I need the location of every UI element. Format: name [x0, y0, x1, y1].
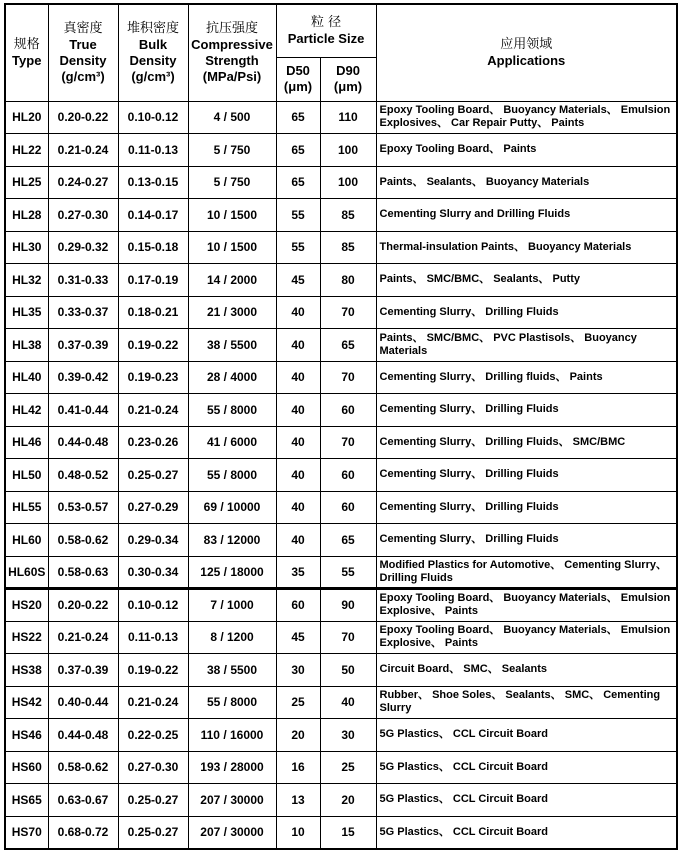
header-true-density-en2: Density	[59, 52, 107, 68]
applications-cell: 5G Plastics、 CCL Circuit Board	[376, 784, 677, 817]
header-bulk-density-zh: 堆积密度	[126, 20, 179, 36]
strength-cell: 5 / 750	[188, 166, 276, 199]
header-applications-en: Applications	[487, 52, 566, 68]
header-bulk-density-unit: (g/cm³)	[131, 68, 175, 84]
true-density-cell: 0.40-0.44	[48, 686, 118, 719]
d90-cell: 65	[320, 524, 376, 557]
true-density-cell: 0.63-0.67	[48, 784, 118, 817]
type-cell: HS38	[5, 654, 48, 687]
true-density-cell: 0.39-0.42	[48, 361, 118, 394]
d90-cell: 60	[320, 459, 376, 492]
d50-cell: 40	[276, 329, 320, 362]
header-d50-unit: (μm)	[283, 79, 313, 94]
applications-cell: Cementing Slurry、 Drilling Fluids	[376, 394, 677, 427]
type-cell: HL38	[5, 329, 48, 362]
applications-cell: Cementing Slurry、 Drilling Fluids	[376, 491, 677, 524]
strength-cell: 69 / 10000	[188, 491, 276, 524]
applications-cell: Paints、 SMC/BMC、 PVC Plastisols、 Buoyancy Materials	[376, 329, 677, 362]
header-strength-zh: 抗压强度	[205, 20, 258, 36]
header-true-density-en1: True	[69, 36, 97, 52]
d50-cell: 45	[276, 264, 320, 297]
applications-cell: Cementing Slurry、 Drilling Fluids、 SMC/BMC	[376, 426, 677, 459]
bulk-density-cell: 0.23-0.26	[118, 426, 188, 459]
type-cell: HL55	[5, 491, 48, 524]
table-row	[5, 491, 677, 524]
header-strength-unit: (MPa/Psi)	[202, 68, 262, 84]
applications-cell: Modified Plastics for Automotive、 Cementing Slurry、 Drilling Fluids	[376, 556, 677, 589]
bulk-density-cell: 0.14-0.17	[118, 199, 188, 232]
d90-cell: 70	[320, 296, 376, 329]
type-cell: HL42	[5, 394, 48, 427]
table-row	[5, 296, 677, 329]
applications-cell: 5G Plastics、 CCL Circuit Board	[376, 816, 677, 849]
strength-cell: 125 / 18000	[188, 556, 276, 589]
d90-cell: 50	[320, 654, 376, 687]
true-density-cell: 0.44-0.48	[48, 719, 118, 752]
bulk-density-cell: 0.21-0.24	[118, 394, 188, 427]
table-row	[5, 654, 677, 687]
d50-cell: 40	[276, 491, 320, 524]
d90-cell: 25	[320, 751, 376, 784]
bulk-density-cell: 0.11-0.13	[118, 621, 188, 654]
d90-cell: 20	[320, 784, 376, 817]
applications-cell: Paints、 SMC/BMC、 Sealants、 Putty	[376, 264, 677, 297]
d90-cell: 110	[320, 101, 376, 134]
d50-cell: 20	[276, 719, 320, 752]
table-row	[5, 166, 677, 199]
d50-cell: 35	[276, 556, 320, 589]
applications-cell: Cementing Slurry、 Drilling Fluids	[376, 296, 677, 329]
header-applications-zh: 应用领域	[500, 36, 553, 52]
type-cell: HL46	[5, 426, 48, 459]
applications-cell: 5G Plastics、 CCL Circuit Board	[376, 751, 677, 784]
bulk-density-cell: 0.30-0.34	[118, 556, 188, 589]
d90-cell: 70	[320, 621, 376, 654]
bulk-density-cell: 0.27-0.29	[118, 491, 188, 524]
bulk-density-cell: 0.13-0.15	[118, 166, 188, 199]
header-true-density-zh: 真密度	[63, 20, 103, 36]
applications-cell: Cementing Slurry and Drilling Fluids	[376, 199, 677, 232]
true-density-cell: 0.21-0.24	[48, 621, 118, 654]
table-row	[5, 556, 677, 589]
header-type-zh: 规格	[13, 36, 40, 52]
header-true-density-unit: (g/cm³)	[61, 68, 105, 84]
d50-cell: 40	[276, 394, 320, 427]
bulk-density-cell: 0.18-0.21	[118, 296, 188, 329]
applications-cell: Cementing Slurry、 Drilling fluids、 Paints	[376, 361, 677, 394]
applications-cell: Rubber、 Shoe Soles、 Sealants、 SMC、 Cementing Slurry	[376, 686, 677, 719]
header-applications	[376, 4, 677, 101]
table-row	[5, 621, 677, 654]
type-cell: HL25	[5, 166, 48, 199]
type-cell: HL40	[5, 361, 48, 394]
true-density-cell: 0.21-0.24	[48, 134, 118, 167]
d50-cell: 40	[276, 524, 320, 557]
bulk-density-cell: 0.25-0.27	[118, 816, 188, 849]
d90-cell: 70	[320, 426, 376, 459]
strength-cell: 83 / 12000	[188, 524, 276, 557]
true-density-cell: 0.27-0.30	[48, 199, 118, 232]
applications-cell: Cementing Slurry、 Drilling Fluids	[376, 459, 677, 492]
table-row	[5, 231, 677, 264]
strength-cell: 4 / 500	[188, 101, 276, 134]
strength-cell: 14 / 2000	[188, 264, 276, 297]
header-strength-en2: Strength	[205, 52, 259, 68]
strength-cell: 38 / 5500	[188, 654, 276, 687]
type-cell: HL32	[5, 264, 48, 297]
true-density-cell: 0.58-0.62	[48, 751, 118, 784]
header-type-en: Type	[12, 52, 42, 68]
type-cell: HL50	[5, 459, 48, 492]
d90-cell: 55	[320, 556, 376, 589]
header-strength-en1: Compressive	[191, 36, 273, 52]
bulk-density-cell: 0.17-0.19	[118, 264, 188, 297]
bulk-density-cell: 0.22-0.25	[118, 719, 188, 752]
true-density-cell: 0.68-0.72	[48, 816, 118, 849]
strength-cell: 10 / 1500	[188, 231, 276, 264]
type-cell: HL35	[5, 296, 48, 329]
d50-cell: 55	[276, 199, 320, 232]
type-cell: HS70	[5, 816, 48, 849]
d50-cell: 55	[276, 231, 320, 264]
applications-cell: Circuit Board、 SMC、 Sealants	[376, 654, 677, 687]
type-cell: HS65	[5, 784, 48, 817]
type-cell: HL60	[5, 524, 48, 557]
d50-cell: 30	[276, 654, 320, 687]
d50-cell: 25	[276, 686, 320, 719]
table-row	[5, 589, 677, 622]
strength-cell: 8 / 1200	[188, 621, 276, 654]
d50-cell: 16	[276, 751, 320, 784]
table-header	[5, 4, 677, 101]
strength-cell: 55 / 8000	[188, 686, 276, 719]
table-row	[5, 784, 677, 817]
header-strength	[188, 4, 276, 101]
d90-cell: 30	[320, 719, 376, 752]
d90-cell: 100	[320, 166, 376, 199]
table-row	[5, 426, 677, 459]
d50-cell: 45	[276, 621, 320, 654]
bulk-density-cell: 0.15-0.18	[118, 231, 188, 264]
header-row-top	[5, 4, 677, 57]
header-bulk-density-en1: Bulk	[138, 36, 168, 52]
d90-cell: 60	[320, 394, 376, 427]
strength-cell: 55 / 8000	[188, 459, 276, 492]
applications-cell: 5G Plastics、 CCL Circuit Board	[376, 719, 677, 752]
strength-cell: 55 / 8000	[188, 394, 276, 427]
table-row	[5, 686, 677, 719]
bulk-density-cell: 0.29-0.34	[118, 524, 188, 557]
true-density-cell: 0.44-0.48	[48, 426, 118, 459]
strength-cell: 28 / 4000	[188, 361, 276, 394]
d50-cell: 13	[276, 784, 320, 817]
true-density-cell: 0.48-0.52	[48, 459, 118, 492]
header-type	[5, 4, 48, 101]
d50-cell: 65	[276, 166, 320, 199]
header-d90-label: D90	[336, 63, 360, 78]
bulk-density-cell: 0.25-0.27	[118, 459, 188, 492]
true-density-cell: 0.37-0.39	[48, 329, 118, 362]
d90-cell: 60	[320, 491, 376, 524]
table-row	[5, 199, 677, 232]
bulk-density-cell: 0.19-0.22	[118, 654, 188, 687]
type-cell: HL60S	[5, 556, 48, 589]
d50-cell: 40	[276, 426, 320, 459]
true-density-cell: 0.33-0.37	[48, 296, 118, 329]
strength-cell: 41 / 6000	[188, 426, 276, 459]
table-row	[5, 751, 677, 784]
table-row	[5, 394, 677, 427]
true-density-cell: 0.53-0.57	[48, 491, 118, 524]
bulk-density-cell: 0.25-0.27	[118, 784, 188, 817]
bulk-density-cell: 0.19-0.23	[118, 361, 188, 394]
d90-cell: 15	[320, 816, 376, 849]
table-row	[5, 719, 677, 752]
bulk-density-cell: 0.11-0.13	[118, 134, 188, 167]
true-density-cell: 0.58-0.62	[48, 524, 118, 557]
bulk-density-cell: 0.10-0.12	[118, 101, 188, 134]
table-row	[5, 816, 677, 849]
table-body	[5, 101, 677, 849]
header-d50	[276, 57, 320, 101]
applications-cell: Epoxy Tooling Board、 Buoyancy Materials、 Emulsion Explosive、 Paints	[376, 589, 677, 622]
table-row	[5, 101, 677, 134]
header-d90-unit: (μm)	[333, 79, 363, 94]
d50-cell: 40	[276, 459, 320, 492]
d90-cell: 85	[320, 231, 376, 264]
type-cell: HS46	[5, 719, 48, 752]
true-density-cell: 0.20-0.22	[48, 589, 118, 622]
true-density-cell: 0.31-0.33	[48, 264, 118, 297]
true-density-cell: 0.20-0.22	[48, 101, 118, 134]
type-cell: HS60	[5, 751, 48, 784]
d50-cell: 65	[276, 134, 320, 167]
strength-cell: 21 / 3000	[188, 296, 276, 329]
d90-cell: 65	[320, 329, 376, 362]
d90-cell: 90	[320, 589, 376, 622]
strength-cell: 207 / 30000	[188, 784, 276, 817]
true-density-cell: 0.29-0.32	[48, 231, 118, 264]
strength-cell: 193 / 28000	[188, 751, 276, 784]
table-row	[5, 459, 677, 492]
d50-cell: 40	[276, 296, 320, 329]
header-particle-size	[276, 4, 376, 57]
d90-cell: 100	[320, 134, 376, 167]
d90-cell: 70	[320, 361, 376, 394]
table-row	[5, 329, 677, 362]
strength-cell: 5 / 750	[188, 134, 276, 167]
bulk-density-cell: 0.27-0.30	[118, 751, 188, 784]
d90-cell: 80	[320, 264, 376, 297]
applications-cell: Thermal-insulation Paints、 Buoyancy Materials	[376, 231, 677, 264]
type-cell: HS20	[5, 589, 48, 622]
header-true-density	[48, 4, 118, 101]
table-row	[5, 524, 677, 557]
strength-cell: 110 / 16000	[188, 719, 276, 752]
table-row	[5, 134, 677, 167]
d90-cell: 85	[320, 199, 376, 232]
d50-cell: 40	[276, 361, 320, 394]
strength-cell: 10 / 1500	[188, 199, 276, 232]
d50-cell: 10	[276, 816, 320, 849]
true-density-cell: 0.41-0.44	[48, 394, 118, 427]
type-cell: HL28	[5, 199, 48, 232]
header-particle-size-zh: 粒 径	[310, 14, 342, 30]
d50-cell: 65	[276, 101, 320, 134]
bulk-density-cell: 0.10-0.12	[118, 589, 188, 622]
table-row	[5, 264, 677, 297]
strength-cell: 38 / 5500	[188, 329, 276, 362]
type-cell: HL20	[5, 101, 48, 134]
true-density-cell: 0.37-0.39	[48, 654, 118, 687]
applications-cell: Paints、 Sealants、 Buoyancy Materials	[376, 166, 677, 199]
strength-cell: 207 / 30000	[188, 816, 276, 849]
bulk-density-cell: 0.21-0.24	[118, 686, 188, 719]
header-d50-label: D50	[286, 63, 310, 78]
applications-cell: Epoxy Tooling Board、 Buoyancy Materials、 Emulsion Explosives、 Car Repair Putty、 Paints	[376, 101, 677, 134]
strength-cell: 7 / 1000	[188, 589, 276, 622]
type-cell: HL22	[5, 134, 48, 167]
header-d90	[320, 57, 376, 101]
d90-cell: 40	[320, 686, 376, 719]
type-cell: HS42	[5, 686, 48, 719]
applications-cell: Cementing Slurry、 Drilling Fluids	[376, 524, 677, 557]
applications-cell: Epoxy Tooling Board、 Paints	[376, 134, 677, 167]
true-density-cell: 0.24-0.27	[48, 166, 118, 199]
true-density-cell: 0.58-0.63	[48, 556, 118, 589]
bulk-density-cell: 0.19-0.22	[118, 329, 188, 362]
table-row	[5, 361, 677, 394]
header-bulk-density	[118, 4, 188, 101]
header-particle-size-en: Particle Size	[287, 30, 365, 46]
spec-table	[4, 3, 678, 850]
type-cell: HS22	[5, 621, 48, 654]
type-cell: HL30	[5, 231, 48, 264]
d50-cell: 60	[276, 589, 320, 622]
header-bulk-density-en2: Density	[129, 52, 177, 68]
applications-cell: Epoxy Tooling Board、 Buoyancy Materials、 Emulsion Explosive、 Paints	[376, 621, 677, 654]
